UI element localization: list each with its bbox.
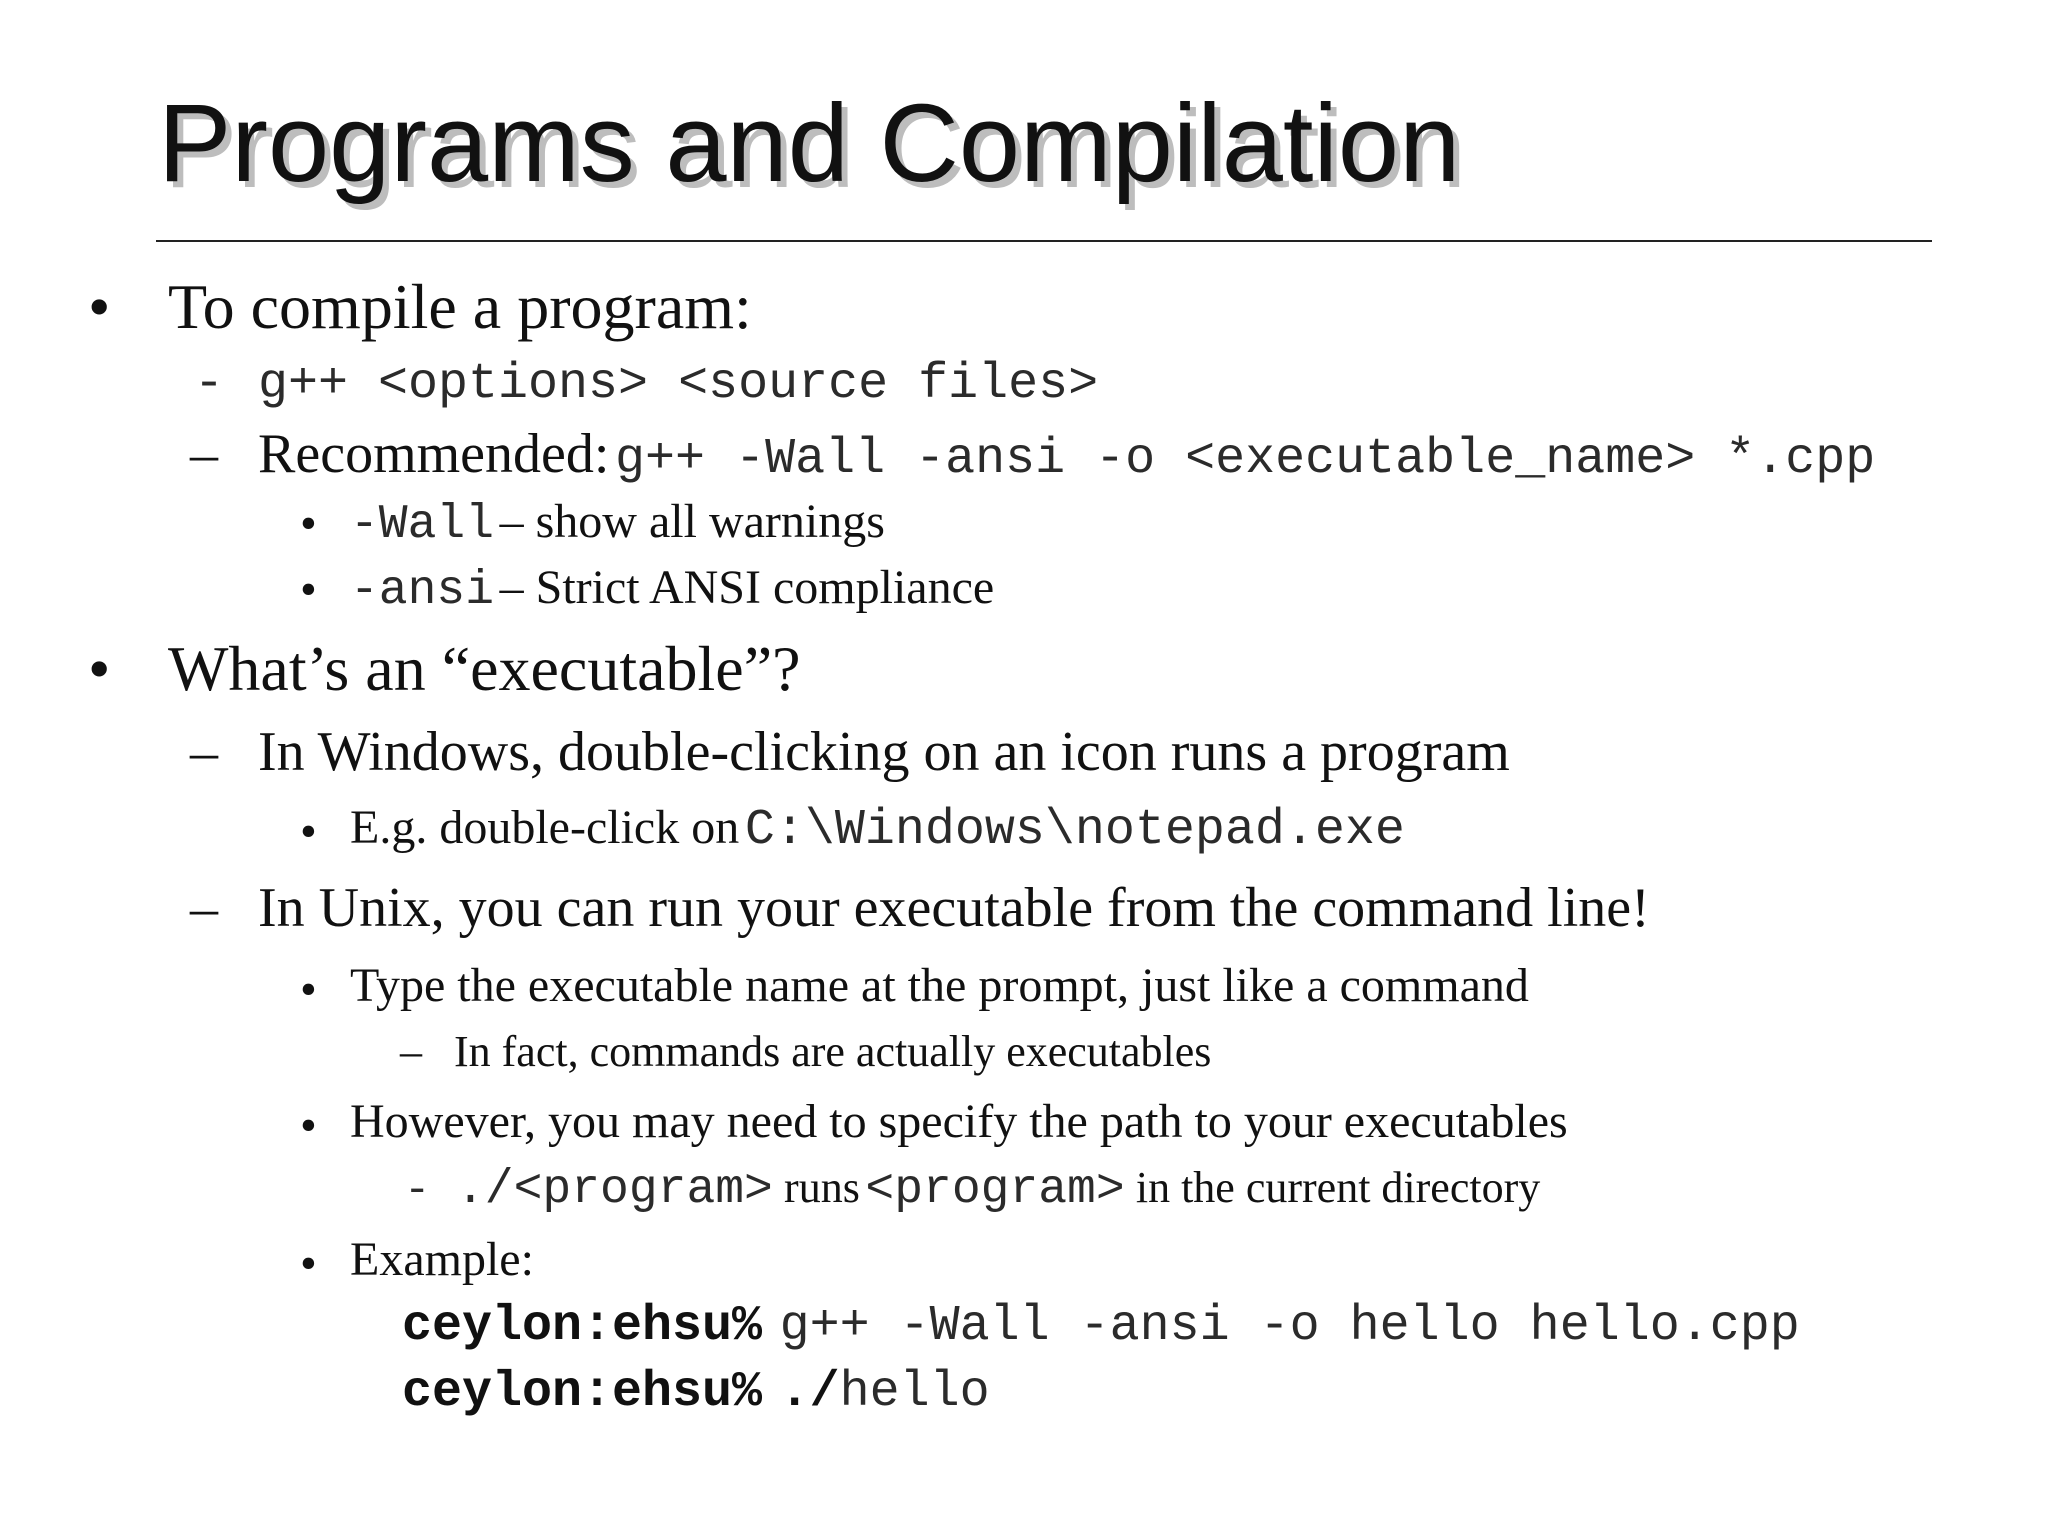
path-runs: runs xyxy=(784,1163,860,1212)
code-line-2 xyxy=(402,1364,990,1421)
path-example-line xyxy=(456,1162,1540,1217)
ansi-line xyxy=(350,560,994,618)
dash-marker: – xyxy=(190,721,218,783)
type-name-text: Type the executable name at the prompt, just like a command xyxy=(350,959,1529,1012)
windows-example-text: E.g. double-click on xyxy=(350,801,740,854)
recommended-line xyxy=(258,422,1875,488)
dash-marker: – xyxy=(190,877,218,939)
path-command: ./<program> xyxy=(456,1163,773,1217)
example-label: Example: xyxy=(350,1233,534,1286)
path-text: However, you may need to specify the path to your executables xyxy=(350,1095,1568,1148)
bullet-marker: • xyxy=(300,563,317,616)
code-line-1 xyxy=(402,1298,1800,1355)
bullet-marker: • xyxy=(300,805,317,858)
shell-prompt: ceylon:ehsu% xyxy=(402,1364,763,1421)
ansi-desc: – Strict ANSI compliance xyxy=(499,561,995,614)
shell-prompt: ceylon:ehsu% xyxy=(402,1298,763,1355)
bullet-marker: • xyxy=(300,1237,317,1290)
windows-example-path: C:\Windows\notepad.exe xyxy=(744,802,1405,859)
executable-heading: What’s an “executable”? xyxy=(168,633,801,704)
commands-fact-text: In fact, commands are actually executables xyxy=(454,1027,1212,1076)
path-program: <program> xyxy=(865,1163,1125,1217)
compile-syntax: g++ <options> <source files> xyxy=(258,356,1099,413)
bullet-marker: • xyxy=(88,271,111,342)
bullet-marker: • xyxy=(300,497,317,550)
dash-marker: – xyxy=(190,423,218,485)
compile-heading: To compile a program: xyxy=(168,271,752,342)
ansi-flag: -ansi xyxy=(350,564,495,618)
bullet-marker: • xyxy=(88,633,111,704)
shell-command: g++ -Wall -ansi -o hello hello.cpp xyxy=(779,1298,1800,1355)
unix-text: In Unix, you can run your executable from the command line! xyxy=(258,877,1650,939)
windows-example-line xyxy=(350,800,1405,859)
shell-command: hello xyxy=(839,1364,990,1421)
dash-marker: - xyxy=(404,1166,431,1216)
slide-title: Programs and Compilation xyxy=(158,82,1461,205)
wall-line xyxy=(350,494,885,552)
shell-dotslash: ./ xyxy=(779,1364,840,1421)
recommended-label: Recommended: xyxy=(258,423,610,485)
bullet-marker: • xyxy=(300,963,317,1016)
path-directory: in the current directory xyxy=(1135,1163,1541,1212)
bullet-marker: • xyxy=(300,1099,317,1152)
recommended-command: g++ -Wall -ansi -o <executable_name> *.cpp xyxy=(615,431,1876,488)
windows-text: In Windows, double-clicking on an icon runs a program xyxy=(258,721,1510,783)
title-divider xyxy=(156,240,1932,242)
wall-flag: -Wall xyxy=(350,498,495,552)
dash-marker: – xyxy=(400,1027,422,1076)
dash-marker: - xyxy=(194,356,225,413)
wall-desc: – show all warnings xyxy=(499,495,885,548)
